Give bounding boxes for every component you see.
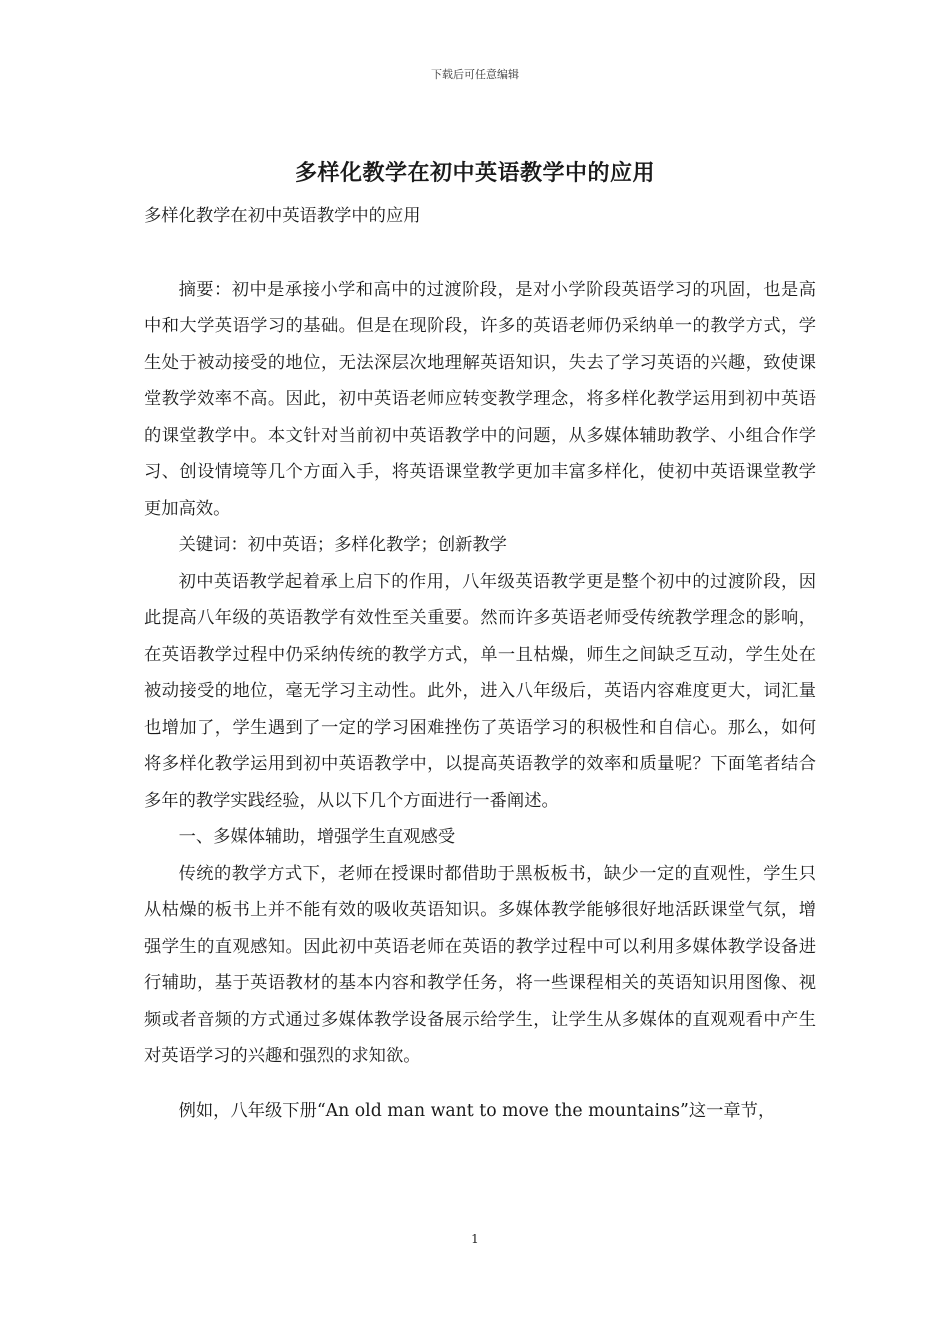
body-paragraph: 传统的教学方式下，老师在授课时都借助于黑板板书，缺少一定的直观性，学生只从枯燥的板书上并不能有效的吸收英语知识。多媒体教学能够很好地活跃课堂气氛，增强学生的直观感知。因此初中英语老师在英语的教学过程中可以利用多媒体教学设备进行辅助，基于英语教材的基本内容和教学任务，将一些课程相关的英语知识用图像、视频或者音频的方式通过多媒体教学设备展示给学生，让学生从多媒体的直观观看中产生对英语学习的兴趣和强烈的求知欲。	[144, 863, 816, 1066]
intro-paragraph: 初中英语教学起着承上启下的作用，八年级英语教学更是整个初中的过渡阶段，因此提高八年级的英语教学有效性至关重要。然而许多英语老师受传统教学理念的影响，在英语教学过程中仍采纳传统的教学方式，单一且枯燥，师生之间缺乏互动，学生处在被动接受的地位，毫无学习主动性。此外，进入八年级后，英语内容难度更大，词汇量也增加了，学生遇到了一定的学习困难挫伤了英语学习的积极性和自信心。那么，如何将多样化教学运用到初中英语教学中，以提高英语教学的效率和质量呢？下面笔者结合多年的教学实践经验，从以下几个方面进行一番阐述。	[144, 571, 816, 811]
page-header: 下载后可任意编辑	[431, 68, 519, 81]
example-paragraph: 例如，八年级下册“An old man want to move the mountains”这一章节，	[178, 1100, 776, 1121]
abstract-paragraph: 摘要：初中是承接小学和高中的过渡阶段，是对小学阶段英语学习的巩固，也是高中和大学英语学习的基础。但是在现阶段，许多的英语老师仍采纳单一的教学方式，学生处于被动接受的地位，无法深层次地理解英语知识，失去了学习英语的兴趣，致使课堂教学效率不高。因此，初中英语老师应转变教学理念，将多样化教学运用到初中英语的课堂教学中。本文针对当前初中英语教学中的问题，从多媒体辅助教学、小组合作学习、创设情境等几个方面入手，将英语课堂教学更加丰富多样化，使初中英语课堂教学更加高效。	[144, 279, 816, 519]
document-subtitle: 多样化教学在初中英语教学中的应用	[144, 206, 421, 226]
document-title: 多样化教学在初中英语教学中的应用	[294, 161, 655, 186]
keywords-paragraph: 关键词：初中英语；多样化教学；创新教学	[178, 535, 507, 555]
section-heading: 一、多媒体辅助，增强学生直观感受	[178, 827, 456, 847]
document-body	[144, 198, 816, 1129]
page-number: 1	[471, 1232, 479, 1246]
